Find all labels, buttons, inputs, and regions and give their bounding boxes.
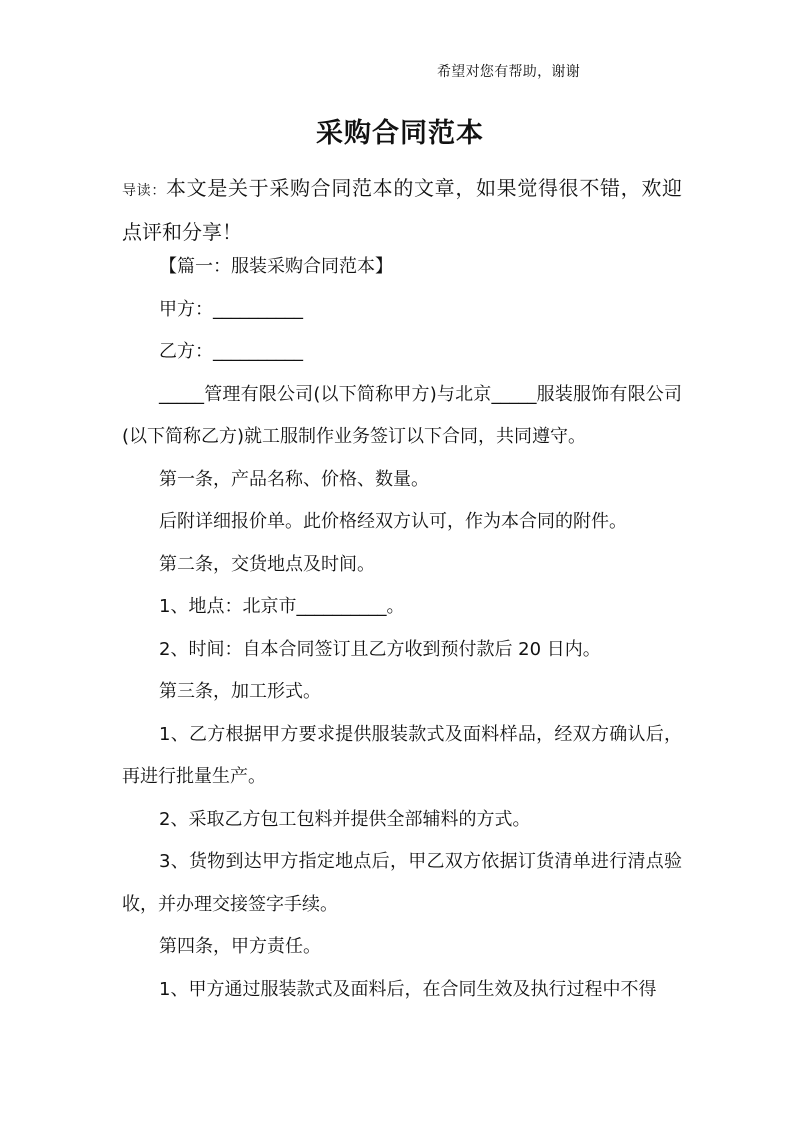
document-title: 采购合同范本 bbox=[316, 118, 484, 149]
clause-paragraph: 2、时间：自本合同签订且乙方收到预付款后 20 日内。 bbox=[159, 638, 601, 660]
clause-paragraph: 1、甲方通过服装款式及面料后，在合同生效及执行过程中不得 bbox=[159, 978, 657, 1000]
section-heading: 【篇一：服装采购合同范本】 bbox=[159, 256, 393, 277]
contract-body bbox=[122, 246, 682, 1011]
clause-paragraph: 2、采取乙方包工包料并提供全部辅料的方式。 bbox=[159, 808, 531, 830]
preamble-paragraph: _____管理有限公司(以下简称甲方)与北京_____服装服饰有限公司(以下简称乙方)就工服制作业务签订以下合同，共同遵守。 bbox=[122, 383, 682, 447]
intro-label: 导读： bbox=[122, 183, 166, 199]
article-heading: 第四条，甲方责任。 bbox=[159, 936, 321, 957]
intro-paragraph bbox=[122, 168, 682, 253]
clause-paragraph: 3、货物到达甲方指定地点后，甲乙双方依据订货清单进行清点验收，并办理交接签字手续。 bbox=[122, 851, 682, 915]
article-heading: 第三条，加工形式。 bbox=[159, 681, 321, 702]
clause-paragraph: 1、乙方根据甲方要求提供服装款式及面料样品，经双方确认后，再进行批量生产。 bbox=[122, 723, 682, 787]
clause-paragraph: 1、地点：北京市__________。 bbox=[159, 596, 405, 617]
header-note: 希望对您有帮助，谢谢 bbox=[437, 64, 580, 80]
party-b-line: 乙方：__________ bbox=[159, 341, 303, 362]
party-a-line: 甲方：__________ bbox=[159, 298, 303, 320]
article-heading: 第一条，产品名称、价格、数量。 bbox=[159, 468, 429, 490]
clause-paragraph: 后附详细报价单。此价格经双方认可，作为本合同的附件。 bbox=[159, 511, 627, 532]
article-heading: 第二条，交货地点及时间。 bbox=[159, 553, 375, 575]
intro-text: 本文是关于采购合同范本的文章，如果觉得很不错，欢迎点评和分享！ bbox=[122, 176, 682, 244]
